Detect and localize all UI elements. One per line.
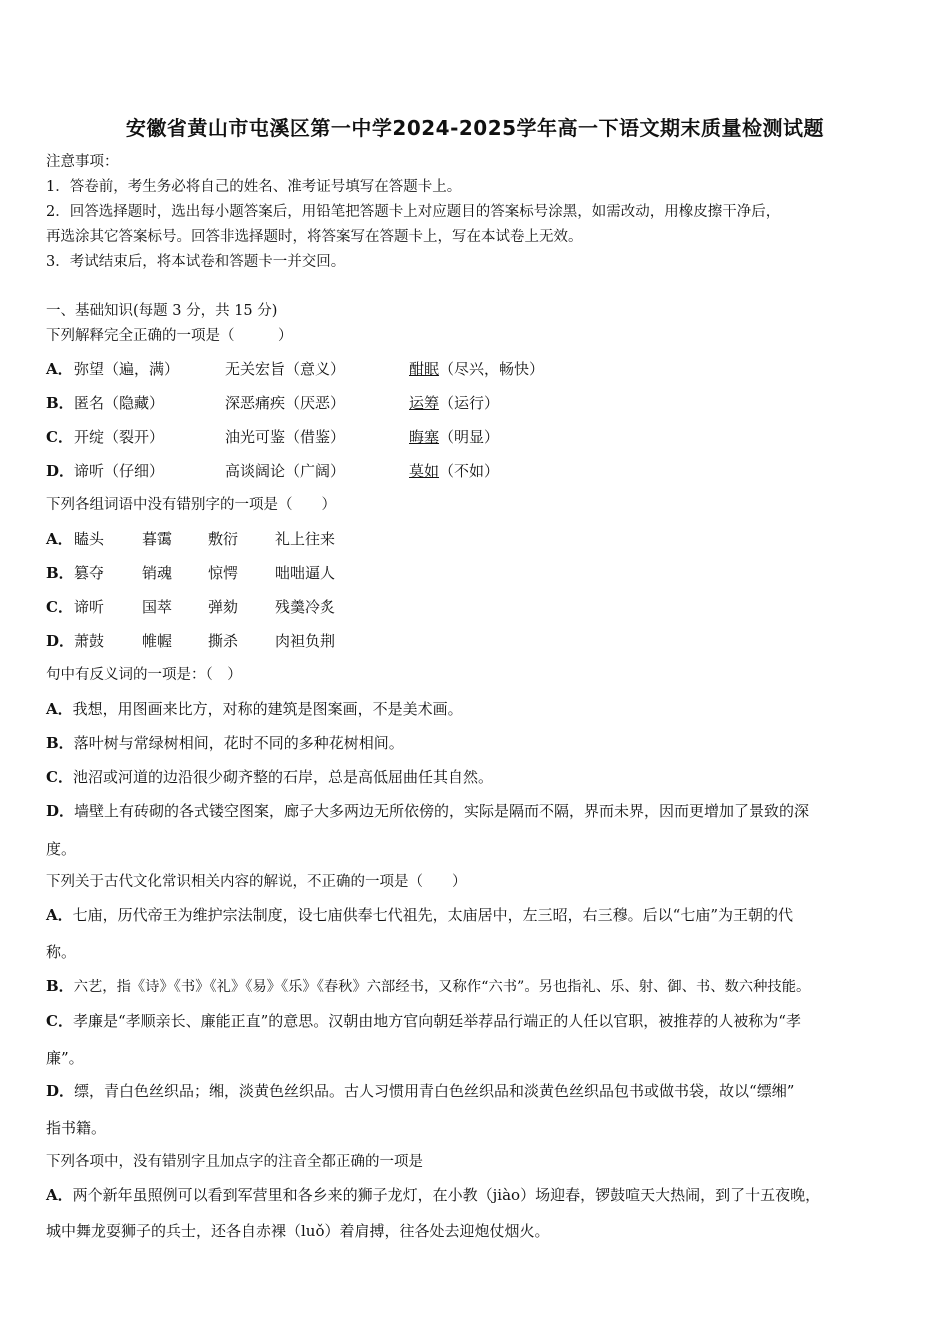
option-cell: 销魂 bbox=[142, 564, 173, 582]
option-cell: 撕杀 bbox=[208, 632, 239, 650]
option-row bbox=[46, 393, 500, 413]
option-cell: 油光可鉴（借鉴） bbox=[225, 428, 346, 446]
option-key: A． bbox=[46, 1186, 73, 1204]
option-key: B． bbox=[46, 394, 74, 412]
option-cell: 国萃 bbox=[142, 598, 173, 616]
notice-item: 1．答卷前，考生务必将自己的姓名、准考证号填写在答题卡上。 bbox=[46, 179, 462, 195]
option-cell: 萧鼓 bbox=[74, 632, 105, 650]
option-row bbox=[46, 563, 336, 583]
option-key: C． bbox=[46, 768, 73, 786]
option-cell: 惊愕 bbox=[208, 564, 239, 582]
option-row bbox=[46, 529, 336, 549]
option-cell: 谛听 bbox=[74, 598, 105, 616]
option-cell: 酣眠（尽兴，畅快） bbox=[409, 360, 545, 378]
option-cell: 弥望（遍，满） bbox=[74, 360, 180, 378]
option-row bbox=[46, 597, 336, 617]
option-row bbox=[46, 359, 545, 379]
option-row bbox=[46, 1081, 906, 1101]
option-cell: 帷幄 bbox=[142, 632, 173, 650]
option-row bbox=[46, 767, 906, 787]
underlined-word: 莫如 bbox=[409, 462, 440, 480]
question-stem: 下列各项中，没有错别字且加点字的注音全都正确的一项是 bbox=[46, 1154, 423, 1170]
option-cell: 瞌头 bbox=[74, 530, 105, 548]
option-cell: 暮霭 bbox=[142, 530, 173, 548]
option-text: 孝廉是“孝顺亲长、廉能正直”的意思。汉朝由地方官向朝廷举荐品行端正的人任以官职，被推荐的人被称为“孝 bbox=[72, 1012, 801, 1030]
notice-item: 再选涂其它答案标号。回答非选择题时，将答案写在答题卡上，写在本试卷上无效。 bbox=[46, 229, 583, 245]
option-key: D． bbox=[46, 462, 75, 480]
option-text: 两个新年虽照例可以看到军营里和各乡来的狮子龙灯，在小教（jiào）场迎春，锣鼓喧天大热闹，到了十五夜晚， bbox=[72, 1186, 821, 1204]
option-cell: 运筹（运行） bbox=[409, 394, 500, 412]
option-key: D． bbox=[46, 632, 75, 650]
notice-heading: 注意事项： bbox=[46, 154, 119, 170]
page-title: 安徽省黄山市屯溪区第一中学2024-2025学年高一下语文期末质量检测试题 bbox=[125, 116, 825, 140]
option-key: A． bbox=[46, 906, 73, 924]
option-row bbox=[46, 1185, 906, 1205]
option-cell: 篡夺 bbox=[74, 564, 105, 582]
option-text: 落叶树与常绿树相间，花时不同的多种花树相间。 bbox=[73, 734, 404, 752]
option-cell: 高谈阔论（广阔） bbox=[225, 462, 346, 480]
option-row bbox=[46, 461, 500, 481]
option-row bbox=[46, 631, 336, 651]
option-row bbox=[46, 801, 906, 821]
option-text: 墙壁上有砖砌的各式镂空图案，廊子大多两边无所依傍的，实际是隔而不隔，界而未界，因而更增加了景致的深 bbox=[74, 802, 810, 820]
option-key: D． bbox=[46, 802, 75, 820]
option-cell: 肉袒负荆 bbox=[275, 632, 336, 650]
option-cell: 残羹冷炙 bbox=[275, 598, 336, 616]
option-cell: 弹劾 bbox=[208, 598, 239, 616]
notice-item: 3．考试结束后，将本试卷和答题卡一并交回。 bbox=[46, 254, 346, 270]
option-cell: 匿名（隐藏） bbox=[74, 394, 165, 412]
option-continuation: 度。 bbox=[46, 840, 77, 858]
option-row bbox=[46, 427, 500, 447]
question-stem: 句中有反义词的一项是：（ ） bbox=[46, 667, 242, 683]
option-cell: 深恶痛疾（厌恶） bbox=[225, 394, 346, 412]
option-cell: 礼上往来 bbox=[275, 530, 336, 548]
option-row bbox=[46, 1011, 906, 1031]
option-cell: 莫如（不如） bbox=[409, 462, 500, 480]
option-key: B． bbox=[46, 564, 74, 582]
notice-item: 2．回答选择题时，选出每小题答案后，用铅笔把答题卡上对应题目的答案标号涂黑，如需改动，用橡皮擦干净后， bbox=[46, 204, 781, 220]
option-cell: 开绽（裂开） bbox=[74, 428, 165, 446]
option-cell: 无关宏旨（意义） bbox=[225, 360, 346, 378]
question-stem: 下列关于古代文化常识相关内容的解说，不正确的一项是（ ） bbox=[46, 874, 467, 890]
option-text: 池沼或河道的边沿很少砌齐整的石岸，总是高低屈曲任其自然。 bbox=[72, 768, 493, 786]
option-text: 六艺，指《诗》《书》《礼》《易》《乐》《春秋》六部经书，又称作“六书”。另也指礼、乐、射、御、书、数六种技能。 bbox=[73, 979, 811, 995]
underlined-word: 晦塞 bbox=[409, 428, 440, 446]
option-row bbox=[46, 699, 906, 719]
option-text: 我想，用图画来比方，对称的建筑是图案画，不是美术画。 bbox=[72, 700, 463, 718]
option-key: A． bbox=[46, 360, 73, 378]
option-key: C． bbox=[46, 428, 73, 446]
option-text: 缥，青白色丝织品；缃，淡黄色丝织品。古人习惯用青白色丝织品和淡黄色丝织品包书或做书袋，故以“缥缃” bbox=[74, 1082, 795, 1100]
option-row bbox=[46, 733, 906, 753]
option-text: 七庙，历代帝王为维护宗法制度，设七庙供奉七代祖先，太庙居中，左三昭，右三穆。后以“七庙”为王朝的代 bbox=[72, 906, 793, 924]
option-key: B． bbox=[46, 977, 74, 995]
option-continuation: 廉”。 bbox=[46, 1049, 84, 1067]
option-row bbox=[46, 976, 906, 997]
question-stem: 下列解释完全正确的一项是（ ） bbox=[46, 328, 293, 344]
option-cell: 谛听（仔细） bbox=[74, 462, 165, 480]
option-continuation: 城中舞龙耍狮子的兵士，还各自赤裸（luǒ）着肩搏，往各处去迎炮仗烟火。 bbox=[46, 1222, 550, 1240]
option-continuation: 指书籍。 bbox=[46, 1119, 107, 1137]
option-key: B． bbox=[46, 734, 74, 752]
section-heading: 一、基础知识(每题 3 分，共 15 分) bbox=[46, 303, 278, 319]
option-cell: 咄咄逼人 bbox=[275, 564, 336, 582]
option-row bbox=[46, 905, 906, 925]
underlined-word: 酣眠 bbox=[409, 360, 440, 378]
option-continuation: 称。 bbox=[46, 943, 77, 961]
option-cell: 晦塞（明显） bbox=[409, 428, 500, 446]
question-stem: 下列各组词语中没有错别字的一项是（ ） bbox=[46, 497, 336, 513]
underlined-word: 运筹 bbox=[409, 394, 440, 412]
option-key: C． bbox=[46, 1012, 73, 1030]
option-cell: 敷衍 bbox=[208, 530, 239, 548]
option-key: D． bbox=[46, 1082, 75, 1100]
option-key: A． bbox=[46, 700, 73, 718]
option-key: C． bbox=[46, 598, 73, 616]
option-key: A． bbox=[46, 530, 73, 548]
